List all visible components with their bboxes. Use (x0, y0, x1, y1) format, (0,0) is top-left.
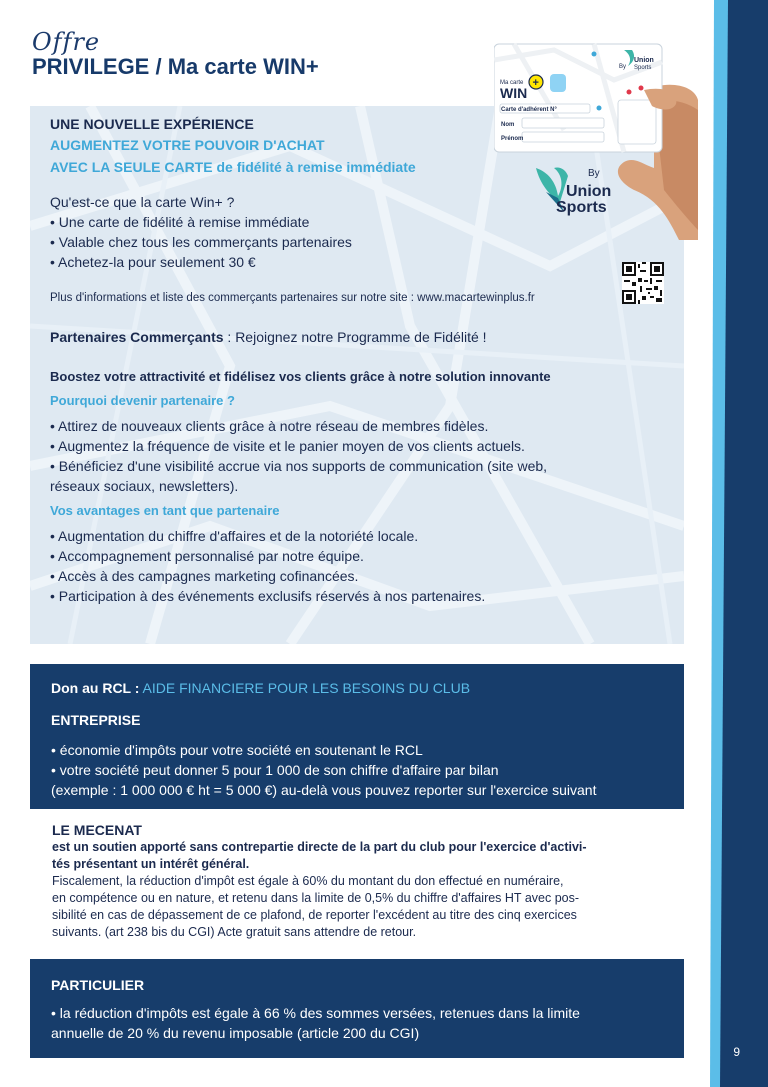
advantage-item: • Participation à des événements exclusifs réservés à nos partenaires. (50, 588, 486, 604)
don-heading (51, 680, 470, 696)
header-script-word: Offre (32, 28, 101, 56)
page-number: 9 (733, 1045, 740, 1059)
why-partner-item: • Bénéficiez d'une visibilité accrue via nos supports de communication (site web, (50, 458, 548, 474)
svg-text:+: + (532, 77, 539, 89)
partners-intro (50, 327, 487, 347)
don-heading-rest: AIDE FINANCIERE POUR LES BESOINS DU CLUB (139, 680, 471, 696)
card-field-name: Nom (501, 122, 515, 128)
advantage-item: • Augmentation du chiffre d'affaires et de la notoriété locale. (50, 528, 419, 544)
logo-by: By (588, 168, 600, 179)
card-brand-small: Ma carte (500, 80, 524, 86)
what-item: • Valable chez tous les commerçants partenaires (50, 234, 352, 250)
advantage-item: • Accompagnement personnalisé par notre équipe. (50, 548, 364, 564)
partners-intro-rest: : Rejoignez notre Programme de Fidélité ! (223, 329, 487, 345)
entreprise-title: ENTREPRISE (51, 712, 141, 728)
mecenat-line: en compétence ou en nature, et retenu dans la limite de 0,5% du chiffre d'affaires HT avec pos- (52, 891, 580, 905)
don-entreprise-panel (30, 664, 684, 809)
what-item: • Achetez-la pour seulement 30 € (50, 254, 256, 270)
info-website-line: Plus d'informations et liste des commerçants partenaires sur notre site : www.macartewinplus.fr (50, 292, 535, 304)
mecenat-bold-line: est un soutien apporté sans contrepartie directe de la part du club pour l'exercice d'activi- (52, 840, 587, 854)
experience-tagline-rest: de fidélité à remise immédiate (212, 159, 416, 175)
particulier-title: PARTICULIER (51, 977, 145, 993)
mecenat-bold-line: tés présentant un intérêt général. (52, 857, 250, 871)
entreprise-item: • votre société peut donner 5 pour 1 000 de son chiffre d'affaire par bilan (51, 762, 499, 778)
why-partner-title: Pourquoi devenir partenaire ? (50, 393, 235, 408)
particulier-panel (30, 959, 684, 1058)
advantages-title: Vos avantages en tant que partenaire (50, 503, 280, 518)
mecenat-section (52, 822, 672, 941)
partners-boost: Boostez votre attractivité et fidélisez vos clients grâce à notre solution innovante (50, 369, 551, 384)
card-by-label: By (619, 64, 627, 70)
page-edge-ribbon (706, 0, 768, 1087)
don-heading-bold: Don au RCL : (51, 680, 140, 696)
particulier-line: annuelle de 20 % du revenu imposable (article 200 du CGI) (51, 1025, 420, 1041)
experience-subheading: AUGMENTEZ VOTRE POUVOIR D'ACHAT (50, 137, 325, 153)
experience-heading: UNE NOUVELLE EXPÉRIENCE (50, 116, 254, 132)
advantage-item: • Accès à des campagnes marketing cofinancées. (50, 568, 359, 584)
why-partner-item: réseaux sociaux, newsletters). (50, 478, 239, 494)
card-sports-label: Sports (634, 65, 652, 71)
entreprise-item: • économie d'impôts pour votre société en soutenant le RCL (51, 742, 423, 758)
entreprise-item: (exemple : 1 000 000 € ht = 5 000 €) au-delà vous pouvez reporter sur l'exercice suivant (51, 782, 597, 798)
page-title: PRIVILEGE / Ma carte WIN+ (32, 54, 319, 79)
union-sports-logo (530, 162, 616, 218)
mecenat-title: LE MECENAT (52, 822, 142, 838)
card-field-member: Carte d'adhérent N° (501, 107, 557, 113)
qr-code-icon (622, 262, 664, 304)
experience-tagline-bold: AVEC LA SEULE CARTE (50, 159, 213, 175)
card-field-firstname: Prénom (501, 136, 524, 142)
experience-tagline (50, 159, 416, 175)
why-partner-item: • Augmentez la fréquence de visite et le panier moyen de vos clients actuels. (50, 438, 525, 454)
why-partner-item: • Attirez de nouveaux clients grâce à notre réseau de membres fidèles. (50, 418, 489, 434)
what-question: Qu'est-ce que la carte Win+ ? (50, 194, 235, 210)
logo-sports: Sports (556, 199, 607, 216)
card-union-label: Union (634, 57, 654, 64)
what-item: • Une carte de fidélité à remise immédiate (50, 214, 310, 230)
partners-intro-bold: Partenaires Commerçants (50, 329, 224, 345)
particulier-line: • la réduction d'impôts est égale à 66 % des sommes versées, retenues dans la limite (51, 1005, 580, 1021)
mecenat-line: suivants. (art 238 bis du CGI) Acte gratuit sans attendre de retour. (52, 925, 417, 939)
logo-union: Union (566, 183, 612, 200)
mecenat-line: sibilité en cas de dépassement de ce plafond, de reporter l'excédent au titre des cinq exercices (52, 908, 577, 922)
card-brand-big: WIN (500, 85, 528, 101)
mecenat-line: Fiscalement, la réduction d'impôt est égale à 60% du montant du don effectué en numéraire, (52, 874, 564, 888)
